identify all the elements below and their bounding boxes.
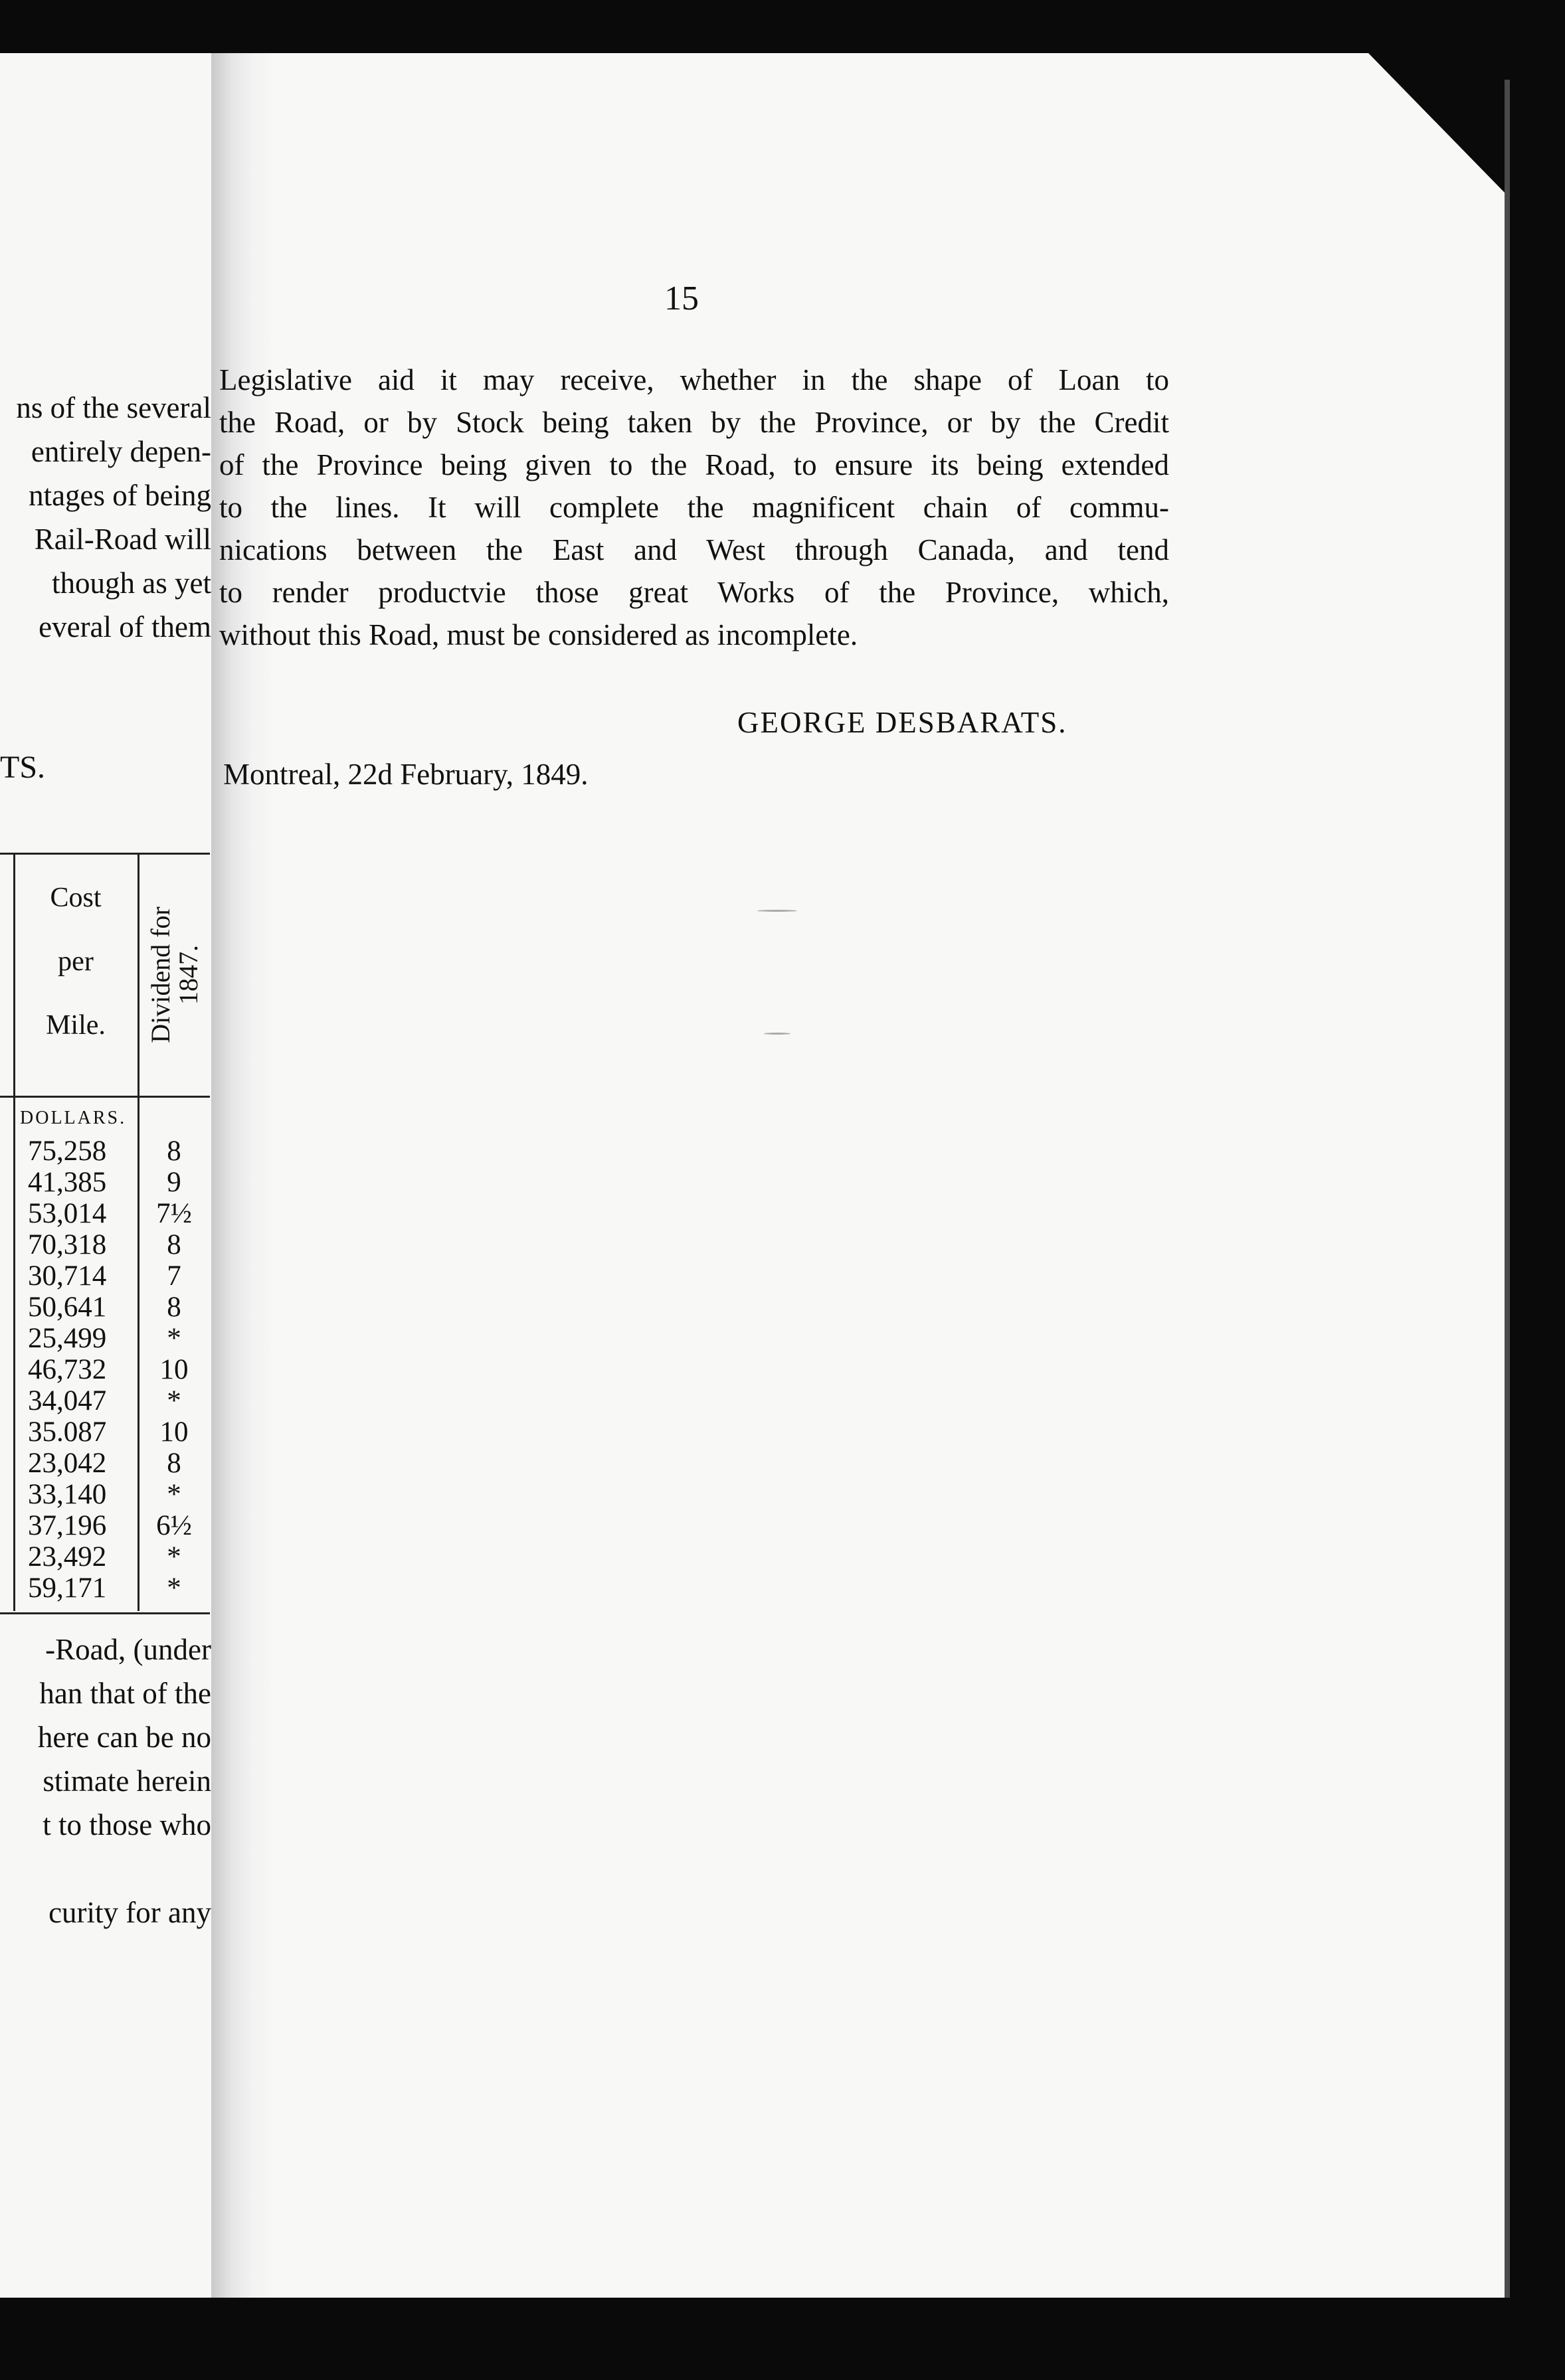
- body-line: to the lines. It will complete the magnificent chain of commu-: [219, 491, 1169, 524]
- dividend-cell: *: [167, 1572, 181, 1604]
- body-line: to render productvie those great Works of the Province, which,: [219, 576, 1169, 609]
- cost-cell: 46,732: [28, 1354, 107, 1385]
- facing-text-line: Rail-Road will: [34, 523, 211, 556]
- cost-cell: 37,196: [28, 1510, 107, 1541]
- facing-text-line: entirely depen-: [31, 435, 211, 468]
- dividend-cell: 6½: [156, 1510, 192, 1541]
- facing-text-line: here can be no: [37, 1721, 211, 1754]
- body-line: without this Road, must be considered as incomplete.: [219, 618, 858, 651]
- dividend-cell: 7½: [156, 1198, 192, 1229]
- cost-column: [28, 1136, 128, 1604]
- signature: GEORGE DESBARATS.: [737, 706, 1067, 739]
- facing-page: [0, 53, 219, 2298]
- facing-text-line: stimate herein: [43, 1764, 211, 1798]
- paper-speck: [764, 1033, 790, 1035]
- dividend-cell: *: [167, 1323, 181, 1354]
- cost-header-line: Mile.: [46, 1010, 106, 1041]
- dateline: Montreal, 22d February, 1849.: [223, 758, 589, 791]
- cost-cell: 70,318: [28, 1229, 107, 1260]
- facing-heading: TS.: [0, 750, 46, 785]
- cost-cell: 50,641: [28, 1292, 107, 1323]
- facing-text-line: t to those who: [43, 1808, 211, 1841]
- dividend-cell: 8: [167, 1229, 181, 1260]
- cost-cell: 30,714: [28, 1260, 107, 1292]
- dividend-cell: 10: [159, 1354, 189, 1385]
- table-top-rule: [0, 853, 210, 855]
- page-edge: [1505, 80, 1510, 2298]
- page-number: 15: [664, 280, 699, 317]
- cost-cell: 53,014: [28, 1198, 107, 1229]
- dividend-cell: *: [167, 1385, 181, 1416]
- cost-cell: 41,385: [28, 1167, 107, 1198]
- body-line: nications between the East and West through Canada, and tend: [219, 533, 1169, 566]
- body-paragraph: [219, 359, 1169, 656]
- paper-speck: [757, 910, 797, 912]
- dividend-header-line: Dividend for: [145, 906, 175, 1043]
- body-line: Legislative aid it may receive, whether in the shape of Loan to: [219, 363, 1169, 396]
- cost-cell: 33,140: [28, 1479, 107, 1510]
- body-line: the Road, or by Stock being taken by the Province, or by the Credit: [219, 406, 1169, 439]
- facing-text-line: though as yet: [52, 566, 211, 600]
- table-column-rule: [13, 854, 15, 1611]
- dividend-cell: 9: [167, 1167, 181, 1198]
- table-header-rule: [0, 1096, 210, 1098]
- dividend-cell: 7: [167, 1260, 181, 1292]
- cost-cell: 23,042: [28, 1448, 107, 1479]
- facing-text-line: curity for any: [48, 1896, 211, 1929]
- facing-text-line: everal of them: [39, 610, 211, 643]
- dividend-cell: 8: [167, 1136, 181, 1167]
- table-bottom-rule: [0, 1612, 210, 1614]
- cost-cell: 34,047: [28, 1385, 107, 1416]
- dividend-column: [141, 1136, 207, 1604]
- table-column-rule: [138, 854, 139, 1611]
- dividend-cell: 10: [159, 1416, 189, 1448]
- cost-cell: 23,492: [28, 1541, 107, 1572]
- units-label: DOLLARS.: [20, 1108, 127, 1128]
- cost-header-line: per: [58, 946, 94, 977]
- dividend-cell: *: [167, 1479, 181, 1510]
- cost-header-line: Cost: [50, 883, 102, 913]
- dividend-header: [141, 869, 208, 1081]
- dividend-cell: 8: [167, 1448, 181, 1479]
- cost-cell: 25,499: [28, 1323, 107, 1354]
- dividend-header-line: 1847.: [173, 945, 203, 1005]
- cost-cell: 75,258: [28, 1136, 107, 1167]
- cost-cell: 59,171: [28, 1572, 107, 1604]
- facing-text-line: -Road, (under: [45, 1633, 211, 1666]
- facing-text-line: ns of the several: [16, 391, 211, 424]
- dividend-cell: 8: [167, 1292, 181, 1323]
- cost-cell: 35.087: [28, 1416, 107, 1448]
- facing-text-line: ntages of being: [29, 479, 211, 512]
- dividend-cell: *: [167, 1541, 181, 1572]
- body-line: of the Province being given to the Road, to ensure its being extended: [219, 448, 1169, 481]
- facing-text-line: han that of the: [39, 1677, 211, 1710]
